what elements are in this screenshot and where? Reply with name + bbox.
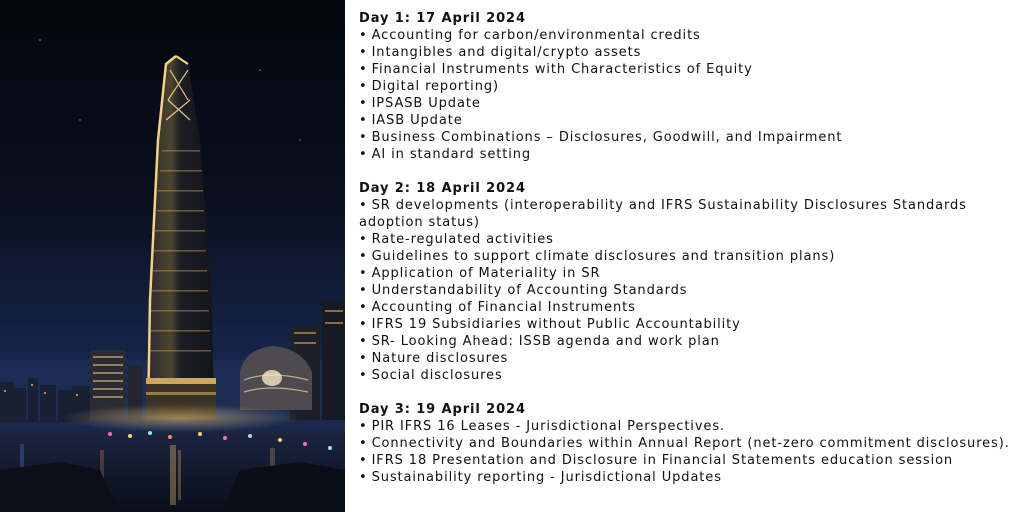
list-item-text: Accounting of Financial Instruments xyxy=(371,300,636,315)
list-item-text: IFRS 18 Presentation and Disclosure in Financial Statements education session xyxy=(371,453,954,468)
list-item-text: Nature disclosures xyxy=(371,351,509,366)
list-item-text: Financial Instruments with Characteristics of Equity xyxy=(371,62,753,77)
list-item-text: IASB Update xyxy=(371,113,463,128)
bullet-icon: • xyxy=(359,453,368,468)
list-item-text: AI in standard setting xyxy=(371,147,532,162)
list-item-text: Application of Materiality in SR xyxy=(371,266,601,281)
list-item xyxy=(359,316,1014,333)
list-item xyxy=(359,129,1014,146)
list-item-text: IPSASB Update xyxy=(371,96,481,111)
day-1-list xyxy=(359,27,1014,163)
list-item xyxy=(359,248,1014,265)
bullet-icon: • xyxy=(359,266,368,281)
list-item-text: Business Combinations – Disclosures, Goodwill, and Impairment xyxy=(371,130,843,145)
bullet-icon: • xyxy=(359,351,368,366)
list-item xyxy=(359,282,1014,299)
bullet-icon: • xyxy=(359,249,368,264)
list-item xyxy=(359,299,1014,316)
day-2-section xyxy=(359,180,1014,384)
bullet-icon: • xyxy=(359,300,368,315)
list-item-text: Social disclosures xyxy=(371,368,503,383)
bullet-icon: • xyxy=(359,28,368,43)
city-night-photo xyxy=(0,0,345,512)
list-item xyxy=(359,469,1014,486)
list-item xyxy=(359,146,1014,163)
list-item xyxy=(359,27,1014,44)
bullet-icon: • xyxy=(359,79,368,94)
bullet-icon: • xyxy=(359,283,368,298)
list-item-text: PIR IFRS 16 Leases - Jurisdictional Perspectives. xyxy=(371,419,726,434)
list-item xyxy=(359,418,1014,435)
bullet-icon: • xyxy=(359,130,368,145)
bullet-icon: • xyxy=(359,147,368,162)
list-item xyxy=(359,231,1014,248)
day-2-title: Day 2: 18 April 2024 xyxy=(359,181,526,196)
bullet-icon: • xyxy=(359,419,368,434)
day-3-title: Day 3: 19 April 2024 xyxy=(359,402,526,417)
bullet-icon: • xyxy=(359,45,368,60)
list-item-text: IFRS 19 Subsidiaries without Public Accountability xyxy=(371,317,741,332)
list-item xyxy=(359,95,1014,112)
day-3-section xyxy=(359,401,1014,486)
skyline-illustration xyxy=(0,0,345,512)
bullet-icon: • xyxy=(359,96,368,111)
bullet-icon: • xyxy=(359,317,368,332)
list-item-text: Understandability of Accounting Standards xyxy=(371,283,688,298)
bullet-icon: • xyxy=(359,113,368,128)
list-item xyxy=(359,367,1014,384)
list-item-text: Guidelines to support climate disclosures and transition plans) xyxy=(371,249,836,264)
day-3-list xyxy=(359,418,1014,486)
list-item-text: Accounting for carbon/environmental credits xyxy=(371,28,701,43)
agenda xyxy=(359,10,1014,503)
list-item xyxy=(359,112,1014,129)
list-item-text: Rate-regulated activities xyxy=(371,232,554,247)
list-item xyxy=(359,350,1014,367)
list-item-text: SR developments (interoperability and IFRS Sustainability Disclosures Standards adoption status) xyxy=(359,198,967,230)
day-1-title: Day 1: 17 April 2024 xyxy=(359,11,526,26)
list-item-text: SR- Looking Ahead: ISSB agenda and work plan xyxy=(371,334,720,349)
list-item-text: Sustainability reporting - Jurisdictional Updates xyxy=(371,470,722,485)
bullet-icon: • xyxy=(359,334,368,349)
list-item-text: Digital reporting) xyxy=(371,79,499,94)
list-item xyxy=(359,333,1014,350)
list-item xyxy=(359,44,1014,61)
bullet-icon: • xyxy=(359,62,368,77)
bullet-icon: • xyxy=(359,368,368,383)
bullet-icon: • xyxy=(359,232,368,247)
list-item xyxy=(359,435,1014,452)
list-item xyxy=(359,452,1014,469)
bullet-icon: • xyxy=(359,436,368,451)
list-item xyxy=(359,78,1014,95)
list-item xyxy=(359,265,1014,282)
list-item-text: Intangibles and digital/crypto assets xyxy=(371,45,642,60)
list-item xyxy=(359,197,1014,231)
day-2-list xyxy=(359,197,1014,384)
list-item-text: Connectivity and Boundaries within Annual Report (net-zero commitment disclosures). xyxy=(371,436,1010,451)
day-1-section xyxy=(359,10,1014,163)
bullet-icon: • xyxy=(359,198,368,213)
bullet-icon: • xyxy=(359,470,368,485)
list-item xyxy=(359,61,1014,78)
